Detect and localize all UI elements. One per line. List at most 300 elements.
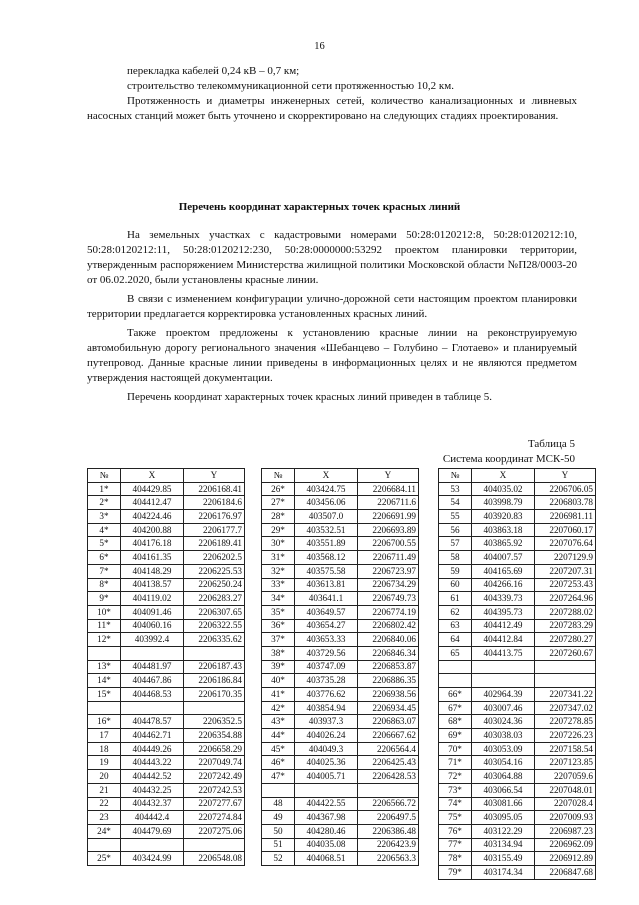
point-number: 78* (439, 852, 472, 866)
point-number: 6* (88, 551, 121, 565)
coord-y: 2207347.02 (535, 701, 596, 715)
table-row (262, 496, 419, 510)
coord-x: 403747.09 (295, 660, 358, 674)
table-row (262, 715, 419, 729)
point-number (88, 646, 121, 660)
coordinates-table-middle (261, 468, 419, 866)
coord-x: 404442.52 (121, 770, 184, 784)
coord-x: 404224.46 (121, 510, 184, 524)
coord-x: 404449.26 (121, 742, 184, 756)
coord-x: 404035.02 (472, 482, 535, 496)
coord-x: 403053.09 (472, 742, 535, 756)
point-number: 10* (88, 605, 121, 619)
coord-y: 2207059.6 (535, 770, 596, 784)
coord-y: 2206564.4 (358, 742, 419, 756)
coord-y (358, 783, 419, 797)
point-number: 71* (439, 756, 472, 770)
coord-y: 2206563.3 (358, 852, 419, 866)
point-number: 3* (88, 510, 121, 524)
table-row (439, 770, 596, 784)
point-number: 75* (439, 811, 472, 825)
point-number: 26* (262, 482, 295, 496)
point-number: 40* (262, 674, 295, 688)
coord-y: 2207277.67 (184, 797, 245, 811)
table-row (262, 770, 419, 784)
coord-x: 404432.37 (121, 797, 184, 811)
table-row (88, 715, 245, 729)
coord-y (184, 701, 245, 715)
coord-x: 404442.4 (121, 811, 184, 825)
coord-x: 403865.92 (472, 537, 535, 551)
coord-y: 2207275.06 (184, 824, 245, 838)
header-number: № (439, 469, 472, 483)
table-row (439, 783, 596, 797)
coord-y: 2206170.35 (184, 688, 245, 702)
coord-y: 2206497.5 (358, 811, 419, 825)
table-row (262, 688, 419, 702)
coord-y: 2207280.27 (535, 633, 596, 647)
point-number: 62 (439, 605, 472, 619)
table-row (262, 742, 419, 756)
coord-x: 404025.36 (295, 756, 358, 770)
point-number: 41* (262, 688, 295, 702)
coord-x: 403134.94 (472, 838, 535, 852)
coord-x: 403551.89 (295, 537, 358, 551)
table-row (262, 551, 419, 565)
point-number: 28* (262, 510, 295, 524)
header-number: № (88, 469, 121, 483)
coord-y: 2206840.06 (358, 633, 419, 647)
coord-y: 2206186.84 (184, 674, 245, 688)
table-row (88, 688, 245, 702)
point-number: 24* (88, 824, 121, 838)
table-row (439, 674, 596, 688)
coord-y (184, 838, 245, 852)
table-row (439, 523, 596, 537)
header-y: Y (184, 469, 245, 483)
coord-x: 403532.51 (295, 523, 358, 537)
coord-y: 2206425.43 (358, 756, 419, 770)
coord-y: 2206386.48 (358, 824, 419, 838)
coord-x: 403863.18 (472, 523, 535, 537)
table-row (88, 564, 245, 578)
coord-x: 404479.69 (121, 824, 184, 838)
coord-x: 403998.79 (472, 496, 535, 510)
coord-y: 2207028.4 (535, 797, 596, 811)
point-number: 29* (262, 523, 295, 537)
coord-x: 403456.06 (295, 496, 358, 510)
point-number: 74* (439, 797, 472, 811)
coord-y: 2206691.99 (358, 510, 419, 524)
coord-y: 2206322.55 (184, 619, 245, 633)
coord-x: 404026.24 (295, 729, 358, 743)
coord-x: 403174.34 (472, 865, 535, 879)
coord-x: 403920.83 (472, 510, 535, 524)
point-number: 5* (88, 537, 121, 551)
coord-x: 404007.57 (472, 551, 535, 565)
intro-line: строительство телекоммуникационной сети протяженностью 10,2 км. (127, 80, 454, 92)
point-number: 67* (439, 701, 472, 715)
point-number (88, 838, 121, 852)
coord-x: 404165.69 (472, 564, 535, 578)
coord-y: 2206283.27 (184, 592, 245, 606)
table-row (88, 674, 245, 688)
table-row (88, 838, 245, 852)
coord-x: 403038.03 (472, 729, 535, 743)
point-number: 61 (439, 592, 472, 606)
coord-y: 2207260.67 (535, 646, 596, 660)
coord-y: 2206428.53 (358, 770, 419, 784)
table-row (262, 619, 419, 633)
table-row (262, 592, 419, 606)
table-row (439, 701, 596, 715)
table-row (439, 619, 596, 633)
coord-y: 2207076.64 (535, 537, 596, 551)
point-number: 66* (439, 688, 472, 702)
point-number: 77* (439, 838, 472, 852)
table-row (262, 578, 419, 592)
coord-y: 2206693.89 (358, 523, 419, 537)
coord-x: 402964.39 (472, 688, 535, 702)
coord-y: 2206981.11 (535, 510, 596, 524)
coord-x (121, 646, 184, 660)
coord-y: 2206749.73 (358, 592, 419, 606)
coord-x: 404432.25 (121, 783, 184, 797)
table-row (262, 701, 419, 715)
point-number (439, 674, 472, 688)
table-row (88, 783, 245, 797)
point-number: 35* (262, 605, 295, 619)
table-row (262, 811, 419, 825)
point-number: 21 (88, 783, 121, 797)
intro-line: перекладка кабелей 0,24 кВ – 0,7 км; (127, 65, 300, 77)
point-number: 73* (439, 783, 472, 797)
table-row (262, 797, 419, 811)
coord-y: 2207341.22 (535, 688, 596, 702)
coord-y: 2206886.35 (358, 674, 419, 688)
point-number (439, 660, 472, 674)
header-x: X (295, 469, 358, 483)
coord-y: 2207264.96 (535, 592, 596, 606)
coord-y (184, 646, 245, 660)
table-row (262, 646, 419, 660)
coord-x: 403095.05 (472, 811, 535, 825)
coord-y: 2206684.11 (358, 482, 419, 496)
coord-x: 404266.16 (472, 578, 535, 592)
point-number: 1* (88, 482, 121, 496)
table-caption: Таблица 5 (527, 438, 575, 450)
coord-y: 2207009.93 (535, 811, 596, 825)
coord-x: 403613.81 (295, 578, 358, 592)
coord-x: 404367.98 (295, 811, 358, 825)
point-number: 31* (262, 551, 295, 565)
coord-x: 404412.47 (121, 496, 184, 510)
point-number: 59 (439, 564, 472, 578)
coord-x: 404395.73 (472, 605, 535, 619)
intro-paragraph: Протяженность и диаметры инженерных сетей, количество канализационных и ливневых насосных станций может быть уточнено и скорректировано на следующих стадиях проектирования. (87, 95, 577, 122)
coord-y: 2206711.6 (358, 496, 419, 510)
point-number: 45* (262, 742, 295, 756)
coord-y: 2206225.53 (184, 564, 245, 578)
coord-x: 403054.16 (472, 756, 535, 770)
table-row (88, 646, 245, 660)
table-row (88, 756, 245, 770)
table-row (439, 496, 596, 510)
table-row (88, 811, 245, 825)
coord-x: 404138.57 (121, 578, 184, 592)
table-row (262, 482, 419, 496)
coord-y: 2206934.45 (358, 701, 419, 715)
table-row (88, 578, 245, 592)
coord-y: 2207288.02 (535, 605, 596, 619)
coord-y: 2206548.08 (184, 852, 245, 866)
coord-x: 403641.1 (295, 592, 358, 606)
table-row (88, 770, 245, 784)
point-number (88, 701, 121, 715)
coord-y: 2206307.65 (184, 605, 245, 619)
table-row (88, 660, 245, 674)
coord-y: 2207242.53 (184, 783, 245, 797)
coord-x: 404280.46 (295, 824, 358, 838)
coord-x: 404176.18 (121, 537, 184, 551)
header-y: Y (535, 469, 596, 483)
table-row (88, 742, 245, 756)
coord-y: 2206803.78 (535, 496, 596, 510)
table-row (88, 592, 245, 606)
point-number: 33* (262, 578, 295, 592)
coord-x: 404478.57 (121, 715, 184, 729)
point-number: 13* (88, 660, 121, 674)
table-row (439, 688, 596, 702)
point-number: 16* (88, 715, 121, 729)
table-row (439, 729, 596, 743)
table-row (262, 783, 419, 797)
point-number: 55 (439, 510, 472, 524)
table-row (439, 551, 596, 565)
coord-y: 2206658.29 (184, 742, 245, 756)
coord-y: 2207242.49 (184, 770, 245, 784)
point-number: 25* (88, 852, 121, 866)
point-number: 79* (439, 865, 472, 879)
coord-x: 403155.49 (472, 852, 535, 866)
point-number (262, 783, 295, 797)
coord-x: 403653.33 (295, 633, 358, 647)
table-row (88, 852, 245, 866)
point-number: 58 (439, 551, 472, 565)
coord-x: 403024.36 (472, 715, 535, 729)
coord-y: 2207226.23 (535, 729, 596, 743)
coord-y: 2206250.24 (184, 578, 245, 592)
coord-x: 403992.4 (121, 633, 184, 647)
coord-x: 403776.62 (295, 688, 358, 702)
paragraph: На земельных участках с кадастровыми номерами 50:28:0120212:8, 50:28:0120212:10, 50:28:0120212:11, 50:28:0120212:230, 50:28:0000000:53292 проектом планировки территории, утвержденным распоряжением Министерства жилищной политики Московской области №П28/0003-20 от 06.02.2020, были установлены красные линии. (87, 229, 577, 286)
coord-x: 403575.58 (295, 564, 358, 578)
coord-y: 2206912.89 (535, 852, 596, 866)
table-row (262, 605, 419, 619)
table-row (88, 496, 245, 510)
point-number: 68* (439, 715, 472, 729)
point-number: 43* (262, 715, 295, 729)
point-number: 57 (439, 537, 472, 551)
coord-y: 2206863.07 (358, 715, 419, 729)
coord-y: 2206184.6 (184, 496, 245, 510)
coord-x: 404413.75 (472, 646, 535, 660)
coord-x: 404429.85 (121, 482, 184, 496)
coord-y: 2206354.88 (184, 729, 245, 743)
table-row (262, 537, 419, 551)
coord-x (472, 674, 535, 688)
point-number: 46* (262, 756, 295, 770)
point-number: 53 (439, 482, 472, 496)
coord-x (121, 701, 184, 715)
table-row (439, 592, 596, 606)
coord-x: 404060.16 (121, 619, 184, 633)
coord-y: 2206774.19 (358, 605, 419, 619)
coord-x: 403007.46 (472, 701, 535, 715)
coord-x: 404068.51 (295, 852, 358, 866)
point-number: 22 (88, 797, 121, 811)
coord-x: 404481.97 (121, 660, 184, 674)
point-number: 39* (262, 660, 295, 674)
point-number: 34* (262, 592, 295, 606)
coord-y: 2206187.43 (184, 660, 245, 674)
coord-y: 2206667.62 (358, 729, 419, 743)
point-number: 32* (262, 564, 295, 578)
coord-y: 2206734.29 (358, 578, 419, 592)
coord-y: 2206938.56 (358, 688, 419, 702)
table-row (439, 564, 596, 578)
point-number: 11* (88, 619, 121, 633)
coord-x: 403729.56 (295, 646, 358, 660)
table-row (439, 510, 596, 524)
coord-y: 2206423.9 (358, 838, 419, 852)
coord-y: 2207158.54 (535, 742, 596, 756)
header-number: № (262, 469, 295, 483)
coord-x: 403066.54 (472, 783, 535, 797)
table-row (262, 510, 419, 524)
coord-y: 2207207.31 (535, 564, 596, 578)
coord-y: 2206352.5 (184, 715, 245, 729)
point-number: 49 (262, 811, 295, 825)
point-number: 63 (439, 619, 472, 633)
coord-y: 2207048.01 (535, 783, 596, 797)
table-row (439, 865, 596, 879)
coord-y: 2206711.49 (358, 551, 419, 565)
header-y: Y (358, 469, 419, 483)
coord-x: 403424.99 (121, 852, 184, 866)
coord-system-label: Система координат МСК-50 (442, 453, 575, 465)
coord-x: 403937.3 (295, 715, 358, 729)
point-number: 2* (88, 496, 121, 510)
coord-y: 2206168.41 (184, 482, 245, 496)
point-number: 17 (88, 729, 121, 743)
point-number: 30* (262, 537, 295, 551)
coord-y: 2207278.85 (535, 715, 596, 729)
table-row (88, 482, 245, 496)
point-number: 19 (88, 756, 121, 770)
coord-x: 404422.55 (295, 797, 358, 811)
table-row (262, 674, 419, 688)
table-row (439, 605, 596, 619)
coord-x (295, 783, 358, 797)
body-section (87, 228, 577, 409)
coord-x: 404443.22 (121, 756, 184, 770)
point-number: 48 (262, 797, 295, 811)
table-row (439, 742, 596, 756)
table-row (439, 824, 596, 838)
coord-x: 404049.3 (295, 742, 358, 756)
coord-y (535, 674, 596, 688)
point-number: 42* (262, 701, 295, 715)
table-row (88, 797, 245, 811)
point-number: 69* (439, 729, 472, 743)
coord-x: 404035.08 (295, 838, 358, 852)
coord-x: 403568.12 (295, 551, 358, 565)
coord-x: 404148.29 (121, 564, 184, 578)
coord-x: 403654.27 (295, 619, 358, 633)
table-row (439, 633, 596, 647)
coordinates-table-right (438, 468, 596, 880)
table-row (88, 729, 245, 743)
table-row (439, 797, 596, 811)
coord-x: 403122.29 (472, 824, 535, 838)
coord-x: 403064.88 (472, 770, 535, 784)
table-row (262, 660, 419, 674)
point-number: 60 (439, 578, 472, 592)
header-x: X (121, 469, 184, 483)
point-number: 18 (88, 742, 121, 756)
coord-y: 2206706.05 (535, 482, 596, 496)
coord-y: 2206847.68 (535, 865, 596, 879)
coord-y: 2206853.87 (358, 660, 419, 674)
table-row (439, 715, 596, 729)
coord-x: 404467.86 (121, 674, 184, 688)
table-row (88, 523, 245, 537)
point-number: 51 (262, 838, 295, 852)
table-row (262, 633, 419, 647)
table-row (88, 824, 245, 838)
coord-y: 2207129.9 (535, 551, 596, 565)
coord-x: 404462.71 (121, 729, 184, 743)
header-x: X (472, 469, 535, 483)
paragraph: Также проектом предложены к установлению красные линии на реконструируемую автомобильную дорогу регионального значения «Шебанцево – Голубино – Глотаево» и планируемый путепровод. Данные красные линии приведены в информационных целях и не являются предметом утверждения настоящей документации. (87, 327, 577, 384)
point-number: 37* (262, 633, 295, 647)
coord-y: 2206987.23 (535, 824, 596, 838)
point-number: 9* (88, 592, 121, 606)
coord-y (535, 660, 596, 674)
coordinates-table-left (87, 468, 245, 866)
coord-y: 2206176.97 (184, 510, 245, 524)
table-header-row (88, 469, 245, 483)
coord-y: 2207283.29 (535, 619, 596, 633)
point-number: 72* (439, 770, 472, 784)
coord-x: 403649.57 (295, 605, 358, 619)
coord-y: 2207253.43 (535, 578, 596, 592)
coord-y: 2206962.09 (535, 838, 596, 852)
page-number: 16 (314, 41, 325, 52)
table-row (439, 537, 596, 551)
point-number: 7* (88, 564, 121, 578)
section-title: Перечень координат характерных точек красных линий (178, 201, 461, 213)
point-number: 54 (439, 496, 472, 510)
table-row (262, 729, 419, 743)
coord-y: 2206566.72 (358, 797, 419, 811)
coord-x: 404412.84 (472, 633, 535, 647)
intro-section (87, 64, 577, 124)
point-number: 27* (262, 496, 295, 510)
table-row (439, 646, 596, 660)
coord-y: 2207049.74 (184, 756, 245, 770)
